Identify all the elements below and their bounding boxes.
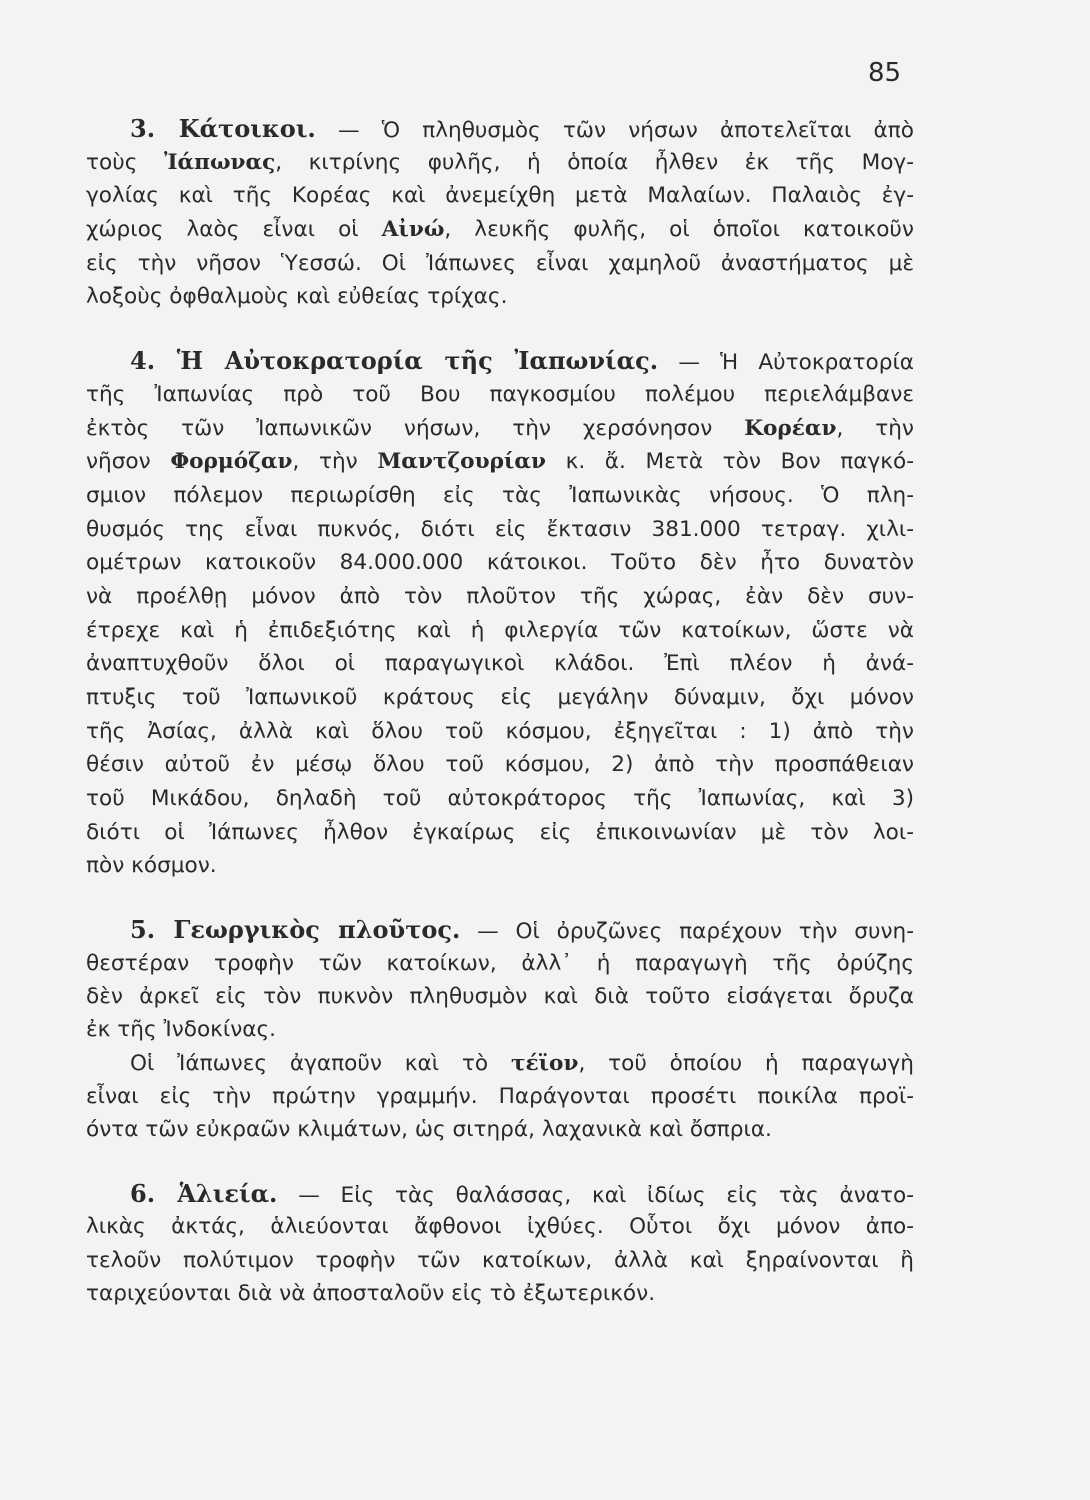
text-fragment: ταριχεύονται διὰ νὰ ἀποσταλοῦν εἰς τὸ ἐξωτερικόν. [86, 1281, 656, 1307]
text-line [86, 412, 914, 446]
text-fragment: , τὴν [292, 449, 378, 475]
text-line [86, 344, 914, 378]
text-fragment: , τοῦ ὁποίου ἡ παραγωγὴ [578, 1050, 914, 1076]
section-heading: 5. Γεωργικὸς πλοῦτος. [130, 915, 461, 945]
text-line [86, 913, 914, 946]
text-line [86, 782, 914, 816]
text-fragment: σμιον πόλεμον περιωρίσθη εἰς τὰς Ἰαπωνικὰς νήσους. Ὁ πλη- [86, 482, 914, 508]
emphasized-term: Φορμόζαν [170, 449, 293, 475]
text-fragment: νὰ προέλθῃ μόνον ἀπὸ τὸν πλοῦτον τῆς χώρας, ἐὰν δὲν συν- [86, 583, 914, 609]
text-line [86, 445, 914, 479]
section-empire [86, 344, 914, 883]
text-line [86, 247, 914, 281]
text-fragment: τοὺς [86, 149, 164, 175]
text-fragment: , κιτρίνης φυλῆς, ἡ ὁποία ἦλθεν ἐκ τῆς Μογ- [275, 149, 914, 175]
text-fragment: ἐκτὸς τῶν Ἰαπωνικῶν νήσων, τὴν χερσόνησον [86, 415, 745, 441]
text-line [86, 112, 914, 146]
text-line [86, 479, 914, 513]
text-fragment: , λευκῆς φυλῆς, οἱ ὁποῖοι κατοικοῦν [444, 217, 914, 243]
text-line [86, 816, 914, 850]
text-fragment: Οἱ Ἰάπωνες ἀγαποῦν καὶ τὸ [130, 1050, 511, 1076]
text-fragment: — Οἱ ὀρυζῶνες παρέχουν τὴν συνη- [477, 919, 914, 945]
page-number: 85 [868, 58, 902, 88]
text-line [86, 980, 914, 1013]
text-line [86, 280, 914, 314]
text-line [86, 513, 914, 547]
text-line [86, 580, 914, 614]
text-line [86, 1210, 914, 1243]
text-fragment: θυσμός της εἶναι πυκνός, διότι εἰς ἔκτασιν 381.000 τετραγ. χιλι- [86, 516, 914, 542]
text-line [86, 849, 914, 883]
text-line [86, 1047, 914, 1080]
text-fragment: όντα τῶν εὐκραῶν κλιμάτων, ὡς σιτηρά, λαχανικὰ καὶ ὄσπρια. [86, 1117, 772, 1143]
text-line [86, 146, 914, 180]
section-heading: 6. Ἁλιεία. [130, 1178, 278, 1208]
text-fragment: νῆσον [86, 449, 171, 475]
text-line [86, 1244, 914, 1277]
text-line [86, 947, 914, 980]
emphasized-term: Κορέαν [744, 415, 837, 441]
text-fragment: δὲν ἀρκεῖ εἰς τὸν πυκνὸν πληθυσμὸν καὶ διὰ τοῦτο εἰσάγεται ὄρυζα [86, 983, 914, 1009]
text-fragment: — Ὁ πληθυσμὸς τῶν νήσων ἀποτελεῖται ἀπὸ [337, 118, 914, 143]
text-line [86, 681, 914, 715]
text-line [86, 1013, 914, 1046]
text-fragment: — Εἰς τὰς θαλάσσας, καὶ ἰδίως εἰς τὰς ἀνατο- [298, 1182, 914, 1208]
text-fragment: ἐκ τῆς Ἰνδοκίνας. [86, 1017, 277, 1043]
text-line [86, 647, 914, 681]
text-fragment: διότι οἱ Ἰάπωνες ἦλθον ἐγκαίρως εἰς ἐπικοινωνίαν μὲ τὸν λοι- [86, 819, 914, 845]
text-fragment: ομέτρων κατοικοῦν 84.000.000 κάτοικοι. Τοῦτο δὲν ἦτο δυνατὸν [86, 550, 914, 576]
text-line [86, 1277, 914, 1310]
text-line [86, 614, 914, 648]
text-fragment: — Ἡ Αὐτοκρατορία [678, 350, 914, 376]
page-body [86, 112, 914, 1340]
text-fragment: ἀναπτυχθοῦν ὅλοι οἱ παραγωγικοὶ κλάδοι. Ἐπὶ πλέον ἡ ἀνά- [86, 651, 914, 677]
text-fragment: λικὰς ἀκτάς, ἁλιεύονται ἄφθονοι ἰχθύες. Οὗτοι ὄχι μόνον ἀπο- [86, 1214, 914, 1240]
text-fragment: τελοῦν πολύτιμον τροφὴν τῶν κατοίκων, ἀλλὰ καὶ ξηραίνονται ἢ [86, 1247, 914, 1273]
text-fragment: γολίας καὶ τῆς Κορέας καὶ ἀνεμείχθη μετὰ Μαλαίων. Παλαιὸς ἐγ- [86, 183, 914, 209]
text-fragment: πὸν κόσμον. [86, 853, 217, 879]
text-line [86, 1177, 914, 1210]
section-heading: 3. Κάτοικοι. [130, 114, 316, 143]
text-line [86, 213, 914, 247]
text-fragment: τῆς Ἰαπωνίας πρὸ τοῦ Βου παγκοσμίου πολέμου περιελάμβανε [86, 381, 914, 407]
emphasized-term: Ἰάπωνας [163, 149, 276, 175]
emphasized-term: Αἰνώ [381, 217, 445, 243]
text-line [86, 378, 914, 412]
text-fragment: λοξοὺς ὀφθαλμοὺς καὶ εὐθείας τρίχας. [86, 284, 508, 310]
text-fragment: εἶναι εἰς τὴν πρώτην γραμμήν. Παράγονται προσέτι ποικίλα προϊ- [86, 1084, 914, 1110]
text-fragment: τοῦ Μικάδου, δηλαδὴ τοῦ αὐτοκράτορος τῆς Ἰαπωνίας, καὶ 3) [86, 786, 914, 812]
text-fragment: χώριος λαὸς εἶναι οἱ [86, 217, 382, 243]
text-fragment: εἰς τὴν νῆσον Ὑεσσώ. Οἱ Ἰάπωνες εἶναι χαμηλοῦ ἀναστήματος μὲ [86, 250, 914, 276]
text-line [86, 715, 914, 749]
text-line [86, 546, 914, 580]
text-fragment: θεστέραν τροφὴν τῶν κατοίκων, ἀλλ᾿ ἡ παραγωγὴ τῆς ὀρύζης [86, 950, 914, 976]
text-line [86, 1080, 914, 1113]
section-agriculture [86, 913, 914, 1147]
text-line [86, 1113, 914, 1146]
text-fragment: έτρεχε καὶ ἡ ἐπιδεξιότης καὶ ἡ φιλεργία τῶν κατοίκων, ὥστε νὰ [86, 617, 914, 643]
text-fragment: τῆς Ἀσίας, ἀλλὰ καὶ ὅλου τοῦ κόσμου, ἐξηγεῖται : 1) ἀπὸ τὴν [86, 718, 914, 744]
section-heading: 4. Ἡ Αὐτοκρατορία τῆς Ἰαπωνίας. [130, 346, 659, 376]
section-inhabitants [86, 112, 914, 314]
text-fragment: κ. ἄ. Μετὰ τὸν Βον παγκό- [545, 449, 915, 475]
section-fishing [86, 1177, 914, 1311]
text-fragment: θέσιν αὐτοῦ ἐν μέσῳ ὅλου τοῦ κόσμου, 2) ἀπὸ τὴν προσπάθειαν [86, 752, 914, 778]
text-line [86, 179, 914, 213]
text-line [86, 748, 914, 782]
text-fragment: , τὴν [836, 415, 914, 441]
emphasized-term: τέϊον [510, 1050, 579, 1076]
emphasized-term: Μαντζουρίαν [377, 449, 546, 475]
text-fragment: πτυξις τοῦ Ἰαπωνικοῦ κράτους εἰς μεγάλην δύναμιν, ὄχι μόνον [86, 685, 914, 710]
